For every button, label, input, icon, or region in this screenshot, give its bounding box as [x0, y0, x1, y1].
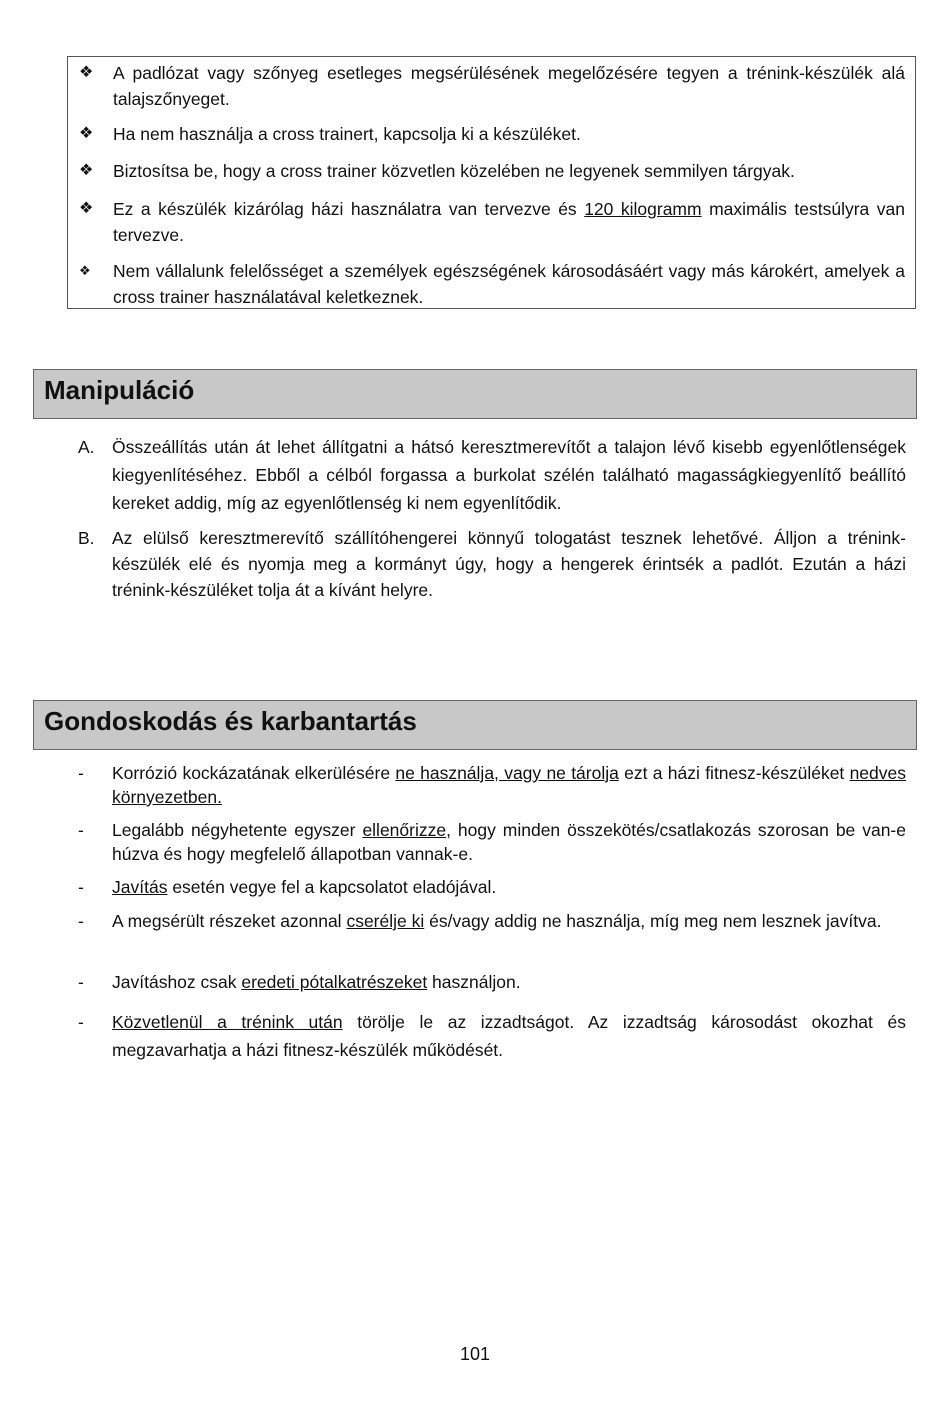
item-text: Legalább négyhetente egyszer ellenőrizze, hogy minden összekötés/csatlakozás szorosan be van-e húzva és hogy megfelelő állapotban vannak-e.: [112, 820, 906, 864]
maintenance-item: [78, 875, 906, 899]
diamond-bullet-icon: ❖: [79, 263, 91, 278]
safety-item-text: Ha nem használja a cross trainert, kapcsolja ki a készüléket.: [113, 124, 581, 144]
item-marker: -: [78, 911, 84, 931]
diamond-bullet-icon: ❖: [79, 200, 94, 217]
maintenance-item: [78, 909, 906, 933]
maintenance-item: [78, 818, 906, 866]
item-marker: B.: [78, 528, 95, 548]
safety-item: [79, 196, 905, 248]
manipulacio-item: [78, 525, 906, 603]
safety-item: [79, 60, 905, 112]
section-heading-text: Manipuláció: [44, 375, 195, 405]
diamond-bullet-icon: ❖: [79, 162, 94, 179]
item-text: Az elülső keresztmerevítő szállítóhengerei könnyű tologatást tesznek lehetővé. Álljon a trénink-készülék elé és nyomja meg a kormányt úgy, hogy a hengerek érintsék a padlót. Ezután a házi trénink-készüléket tolja át a kívánt helyre.: [112, 528, 906, 600]
item-marker: -: [78, 972, 84, 992]
safety-item-text: A padlózat vagy szőnyeg esetleges megsérülésének megelőzésére tegyen a trénink-készülék alá talajszőnyeget.: [113, 63, 905, 109]
item-marker: -: [78, 877, 84, 897]
section-heading-karbantartas: [33, 700, 917, 750]
diamond-bullet-icon: ❖: [79, 64, 94, 81]
safety-item: [79, 258, 905, 310]
item-marker: A.: [78, 437, 95, 457]
max-weight-underlined: 120 kilogramm: [584, 199, 702, 219]
section-heading-manipulacio: [33, 369, 917, 419]
item-marker: -: [78, 763, 84, 783]
safety-item: [79, 158, 905, 184]
diamond-bullet-icon: ❖: [79, 125, 94, 142]
safety-item: [79, 121, 905, 147]
item-marker: -: [78, 820, 84, 840]
safety-item-text: Nem vállalunk felelősséget a személyek egészségének károsodásáért vagy más károkért, amelyek a cross trainer használatával keletkeznek.: [113, 261, 905, 307]
safety-item-text: Biztosítsa be, hogy a cross trainer közvetlen közelében ne legyenek semmilyen tárgyak.: [113, 161, 795, 181]
manipulacio-item: [78, 433, 906, 517]
item-marker: -: [78, 1012, 84, 1032]
item-text: Javítás esetén vegye fel a kapcsolatot eladójával.: [112, 877, 497, 897]
page-number: 101: [459, 1344, 491, 1364]
safety-item-text: Ez a készülék kizárólag házi használatra van tervezve és 120 kilogramm maximális testsúlyra van tervezve.: [113, 199, 905, 245]
item-text: Közvetlenül a trénink után törölje le az izzadtságot. Az izzadtság károsodást okozhat és megzavarhatja a házi fitnesz-készülék működését.: [112, 1012, 906, 1060]
item-text: Összeállítás után át lehet állítgatni a hátsó keresztmerevítőt a talajon lévő kisebb egyenlőtlenségek kiegyenlítéséhez. Ebből a célból forgassa a burkolat szélén található magasságkiegyenlítő beállító kereket addig, míg az egyenlőtlenség ki nem egyenlítődik.: [112, 437, 906, 513]
section-heading-text: Gondoskodás és karbantartás: [44, 706, 417, 736]
item-text: A megsérült részeket azonnal cserélje ki és/vagy addig ne használja, míg meg nem lesznek javítva.: [112, 911, 882, 931]
safety-notes-box: [67, 56, 916, 309]
item-text: Javításhoz csak eredeti pótalkatrészeket használjon.: [112, 972, 521, 992]
maintenance-item: [78, 761, 906, 809]
item-text: Korrózió kockázatának elkerülésére ne használja, vagy ne tárolja ezt a házi fitnesz-készüléket nedves környezetben.: [112, 763, 907, 807]
maintenance-item: [78, 1008, 906, 1064]
maintenance-item: [78, 970, 906, 994]
